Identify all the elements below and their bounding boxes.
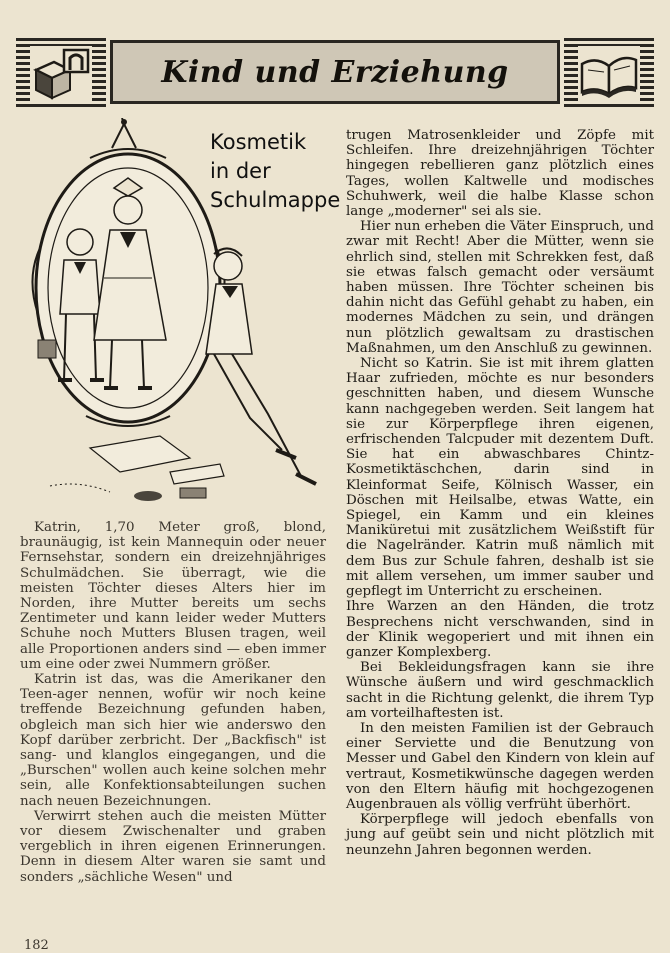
paragraph: Bei Bekleidungsfragen kann sie ihre Wünsche äußern und wird geschmacklich sacht in die Richtung gelenkt, die ihrem Typ am vorteilhaftesten ist. bbox=[346, 660, 654, 721]
paragraph: Katrin, 1,70 Meter groß, blond, braunäugig, ist kein Mannequin oder neuer Fernsehstar, sondern ein dreizehnjähriges Schulmädchen. Sie überragt, wie die meisten Töchter dieses Alters hier im Norden, ihre Mutter bereits um sechs Zentimeter und kann leider weder Mutters Schuhe noch Mutters Blusen tragen, weil alle Proportionen anders sind — eben immer um eine oder zwei Nummern größer. bbox=[20, 520, 326, 672]
paragraph: Verwirrt stehen auch die meisten Mütter vor diesem Zwischenalter und graben vergeblich in ihren eigenen Erinnerungen. Denn in diesem Alter waren sie samt und sonders „sächliche Wesen" und bbox=[20, 808, 326, 885]
article-title-line-2: in der bbox=[210, 159, 271, 183]
article-title-line-1: Kosmetik bbox=[210, 130, 307, 154]
paragraph: Körperpflege will jedoch ebenfalls von jung auf geübt sein und nicht plötzlich mit neunzehn Jahren begonnen werden. bbox=[346, 812, 654, 858]
right-text-column bbox=[346, 128, 654, 858]
section-header bbox=[14, 38, 656, 112]
paragraph: In den meisten Familien ist der Gebrauch einer Serviette und die Benutzung von Messer und Gabel den Kindern von klein auf vertraut, Kosmetikwünsche dagegen werden von den Eltern häufig mit hochgezogenen Augenbrauen als völlig verfrüht überhört. bbox=[346, 720, 654, 812]
paragraph: Katrin ist das, was die Amerikaner den Teen-ager nennen, wofür wir noch keine treffende Bezeichnung gefunden haben, obgleich man sich hier wie anderswo den Kopf darüber zerbricht. Der „Backfisch" ist sang- und klanglos eingegangen, und die „Burschen" wollen auch keine solchen mehr sein, alle Konfektionsabteilungen suchen nach neuen Bezeichnungen. bbox=[20, 672, 326, 809]
section-title: Kind und Erziehung bbox=[161, 54, 509, 90]
section-title-box bbox=[110, 40, 560, 104]
page-number: 182 bbox=[24, 938, 49, 953]
open-book-icon bbox=[564, 38, 654, 110]
blocks-icon bbox=[16, 38, 106, 110]
paragraph: Ihre Warzen an den Händen, die trotz Besprechens nicht verschwanden, sind in der Klinik wegoperiert und mit ihnen ein ganzer Komplexberg. bbox=[346, 599, 654, 660]
paragraph: Nicht so Katrin. Sie ist mit ihrem glatten Haar zufrieden, möchte es nur besonders geschnitten haben, und diesem Wunsche kann nachgegeben werden. Seit langem hat sie zur Körperpflege ihren eigenen, erfrischenden Talcpuder mit dezentem Duft. Sie hat ein abwaschbares Chintz-Kosmetiktäschchen, darin sind in Kleinformat Seife, Kölnisch Wasser, ein Döschen mit Heilsalbe, etwas Watte, ein Spiegel, ein Kamm und ein kleines Maniküretui mit zusätzlichem Weißstift für die Nagelränder. Katrin muß nämlich mit dem Bus zur Schule fahren, deshalb ist sie mit allem versehen, um immer sauber und gepflegt im Unterricht zu erscheinen. bbox=[346, 356, 654, 600]
article-title-line-3: Schulmappe bbox=[210, 188, 341, 212]
paragraph: trugen Matrosenkleider und Zöpfe mit Schleifen. Ihre dreizehnjährigen Töchter hingegen rebellieren ganz plötzlich eines Tages, wollen Kaltwelle und modisches Schuhwerk, weil die halbe Klasse schon lange „moderner" sei als sie. bbox=[346, 128, 654, 220]
paragraph: Hier nun erheben die Väter Einspruch, und zwar mit Recht! Aber die Mütter, wenn sie ehrlich sind, stellen mit Schrekken fest, daß sie etwas falsch gemacht oder versäumt haben müssen. Ihre Töchter scheinen bis dahin nicht das Gefühl gehabt zu haben, ein modernes Mädchen zu sein, und drängen nun plötzlich gewaltsam zu drastischen Maßnahmen, um den Anschluß zu gewinnen. bbox=[346, 219, 654, 356]
article-title bbox=[210, 128, 340, 215]
left-text-column bbox=[20, 520, 326, 885]
